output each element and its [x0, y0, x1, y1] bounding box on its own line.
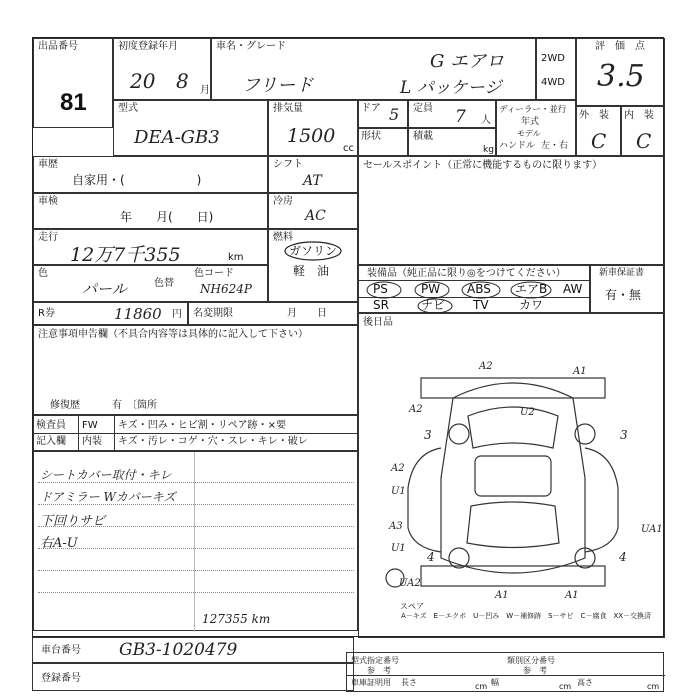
color-box [33, 265, 268, 302]
name-change-box [188, 302, 358, 325]
damage-legend: A－キズ E－エクボ U－凹み W－補修跡 S－サビ C－腐食 XX－交換済 [401, 612, 652, 620]
width-label: 幅 [491, 678, 499, 687]
drive-4wd: 4WD [541, 77, 565, 88]
kg-unit: kg [483, 145, 494, 155]
repair-value: 有 〔箇所 [112, 400, 157, 411]
doors: 5 [389, 105, 400, 124]
handle-label: ハンドル [499, 141, 536, 151]
aircon: AC [305, 208, 326, 224]
notes-label: 注意事項申告欄（不具合内容等は具体的に記入して下さい） [38, 329, 308, 340]
history-value: 自家用・( ) [72, 173, 202, 187]
class-ref: 参 考 [523, 666, 547, 675]
equip-tv: TV [473, 298, 489, 312]
fw-label: FW [82, 420, 98, 431]
car-name-box [211, 38, 536, 100]
r-label: R券 [38, 308, 55, 319]
color-code-label: 色コード [194, 268, 234, 279]
inspection-label: 車検 [38, 196, 58, 207]
load-box [408, 128, 496, 156]
drive-box [536, 38, 576, 100]
mark-a1-bottom-right: A1 [565, 590, 579, 601]
aircon-label: 冷房 [273, 196, 293, 207]
equip-circles [359, 266, 591, 314]
interior-check-label: 内装 [82, 436, 102, 447]
km-unit: km [228, 252, 244, 263]
mark-ua1: UA1 [641, 524, 663, 535]
score-box [576, 38, 665, 106]
load-label: 積載 [413, 131, 433, 142]
mileage-box [33, 229, 268, 265]
displacement-box [268, 100, 358, 156]
displacement-label: 排気量 [273, 103, 303, 114]
name-change-label: 名変期限 [193, 308, 233, 319]
fill-label: 記入欄 [36, 436, 66, 447]
shape-box [358, 128, 408, 156]
sales-box [358, 156, 665, 265]
check-items: キズ・凹み・ヒビ割・リペア跡・×要 [118, 420, 286, 431]
grade2: L パッケージ [400, 78, 502, 98]
inspection-box [33, 193, 268, 229]
remarks-box [33, 451, 358, 631]
equipment-label: 装備品（純正品に限り◎をつけてください） [367, 268, 566, 279]
interior-box [621, 106, 665, 156]
displacement: 1500 [287, 125, 336, 147]
mark-3-left: 3 [424, 428, 432, 442]
car-diagram [363, 338, 663, 608]
chassis-number-row [32, 637, 354, 663]
exterior-grade: C [591, 129, 607, 153]
door-label: ドア [361, 103, 381, 114]
lot-box [33, 38, 113, 128]
width-unit: cm [559, 682, 572, 691]
exterior-label: 外 装 [579, 110, 609, 121]
history-label: 車歴 [38, 159, 58, 170]
mark-a3: A3 [389, 521, 403, 532]
yen-unit: 円 [172, 309, 182, 320]
spare-label: スペア [400, 602, 424, 611]
equip-aw: AW [563, 282, 583, 296]
auction-sheet [32, 37, 664, 637]
shift-box [268, 156, 358, 193]
color-change-label: 色替 [154, 278, 174, 289]
fuel-box [268, 229, 358, 302]
aircon-box [268, 193, 358, 229]
r-box [33, 302, 188, 325]
first-reg-year: 20 [130, 69, 156, 93]
dealer-label: ディーラー・並行 [499, 105, 567, 115]
mark-u2: U2 [520, 407, 535, 418]
first-reg-box [113, 38, 211, 100]
first-reg-month: 8 [176, 69, 189, 93]
lot-label: 出品番号 [38, 41, 78, 52]
remark-2: ドアミラー Wカバーキズ [40, 490, 176, 504]
r-value: 11860 [114, 305, 162, 323]
mileage-label: 走行 [38, 232, 58, 243]
mark-a2-left: A2 [409, 404, 423, 415]
door-box [358, 100, 408, 128]
equip-airbag: エアB [515, 282, 548, 296]
fuel-label: 燃料 [273, 232, 293, 243]
fuel-circle [283, 240, 343, 262]
dealer-box [496, 100, 576, 156]
drive-2wd: 2WD [541, 53, 565, 64]
registration-label: 登録番号 [41, 673, 81, 684]
fill-items: キズ・汚レ・コゲ・穴・スレ・キレ・破レ [118, 436, 308, 447]
capacity-unit: 人 [481, 115, 491, 126]
capacity-label: 定員 [413, 103, 433, 114]
first-reg-label: 初度登録年月 [118, 41, 178, 52]
inspection-value: 年 月( 日) [120, 210, 214, 224]
capacity-box [408, 100, 496, 128]
equip-ps: PS [373, 282, 388, 296]
remark-1: シートカバー取付・キレ [40, 468, 172, 482]
lot-number: 81 [60, 89, 87, 116]
mark-u1-mid: U1 [391, 486, 406, 497]
mark-4-left: 4 [427, 550, 435, 564]
class-label: 類別区分番号 [507, 656, 555, 665]
shift: AT [303, 173, 322, 189]
score-label: 評 価 点 [595, 41, 645, 52]
inspector-box [33, 415, 358, 451]
odometer: 127355 km [202, 612, 271, 626]
registration-row [32, 663, 354, 691]
interior-grade: C [636, 129, 652, 153]
model-box [113, 100, 268, 156]
later-label: 後日品 [363, 317, 393, 328]
car-name-label: 車名・グレード [216, 41, 286, 52]
check-label: 検査員 [36, 420, 66, 431]
equip-abs: ABS [467, 282, 491, 296]
remark-3: 下回りサビ [40, 514, 106, 529]
remark-4: 右A-U [40, 536, 78, 551]
repair-label: 修復歴 [50, 400, 80, 411]
fuel-option-gasoline: ガソリン [289, 244, 338, 258]
sales-label: セールスポイント（正常に機能するものに限ります） [363, 160, 603, 171]
mark-4-right: 4 [619, 550, 627, 564]
mark-a2-mid: A2 [391, 463, 405, 474]
warranty-box [590, 265, 665, 313]
footer-box [346, 652, 664, 692]
equip-leather: カワ [519, 298, 544, 312]
score: 3.5 [597, 59, 645, 94]
mark-u1-low: U1 [391, 543, 406, 554]
warranty-value: 有・無 [605, 288, 642, 302]
color-code: NH624P [200, 282, 252, 296]
mark-a1-bottom-left: A1 [495, 590, 509, 601]
exterior-box [576, 106, 621, 156]
handle-value: 左・右 [541, 141, 569, 151]
length-unit: cm [475, 682, 488, 691]
mark-a1-top: A1 [573, 366, 587, 377]
equip-navi: ナビ [421, 298, 446, 312]
mark-3-right: 3 [620, 428, 628, 442]
month-unit: 月 [200, 85, 210, 96]
equip-pw: PW [421, 282, 441, 296]
mileage: 12万7千355 [70, 244, 181, 266]
chassis-label: 車台番号 [41, 645, 81, 656]
car-name: フリード [242, 75, 314, 96]
history-box [33, 156, 268, 193]
interior-label: 内 装 [624, 110, 654, 121]
length-label: 長さ [401, 678, 417, 687]
cert-label: 車庫証明用 [351, 678, 391, 687]
type-label: 型式指定番号 [351, 656, 399, 665]
height-unit: cm [647, 682, 660, 691]
warranty-label: 新車保証書 [599, 268, 645, 278]
year-label: 年式 [521, 117, 540, 127]
equip-sr: SR [373, 298, 389, 312]
height-label: 高さ [577, 678, 593, 687]
shape-label: 形状 [361, 131, 381, 142]
color: パール [82, 280, 127, 298]
mark-a2-top: A2 [479, 361, 493, 372]
model: DEA-GB3 [134, 127, 220, 148]
model-label: 型式 [118, 103, 138, 114]
color-label: 色 [38, 268, 48, 279]
shift-label: シフト [273, 159, 303, 170]
equipment-box [358, 265, 590, 313]
fuel-option-diesel: 軽 油 [293, 264, 330, 278]
cc-unit: cc [343, 143, 354, 154]
capacity: 7 [455, 107, 466, 127]
name-change-value: 月 日 [287, 308, 327, 319]
mark-ua2: UA2 [399, 578, 421, 589]
notes-box [33, 325, 358, 415]
chassis-number: GB3-1020479 [119, 640, 238, 660]
model-year-label: モデル [517, 129, 541, 138]
grade: G エアロ [430, 51, 505, 72]
type-ref: 参 考 [367, 666, 391, 675]
